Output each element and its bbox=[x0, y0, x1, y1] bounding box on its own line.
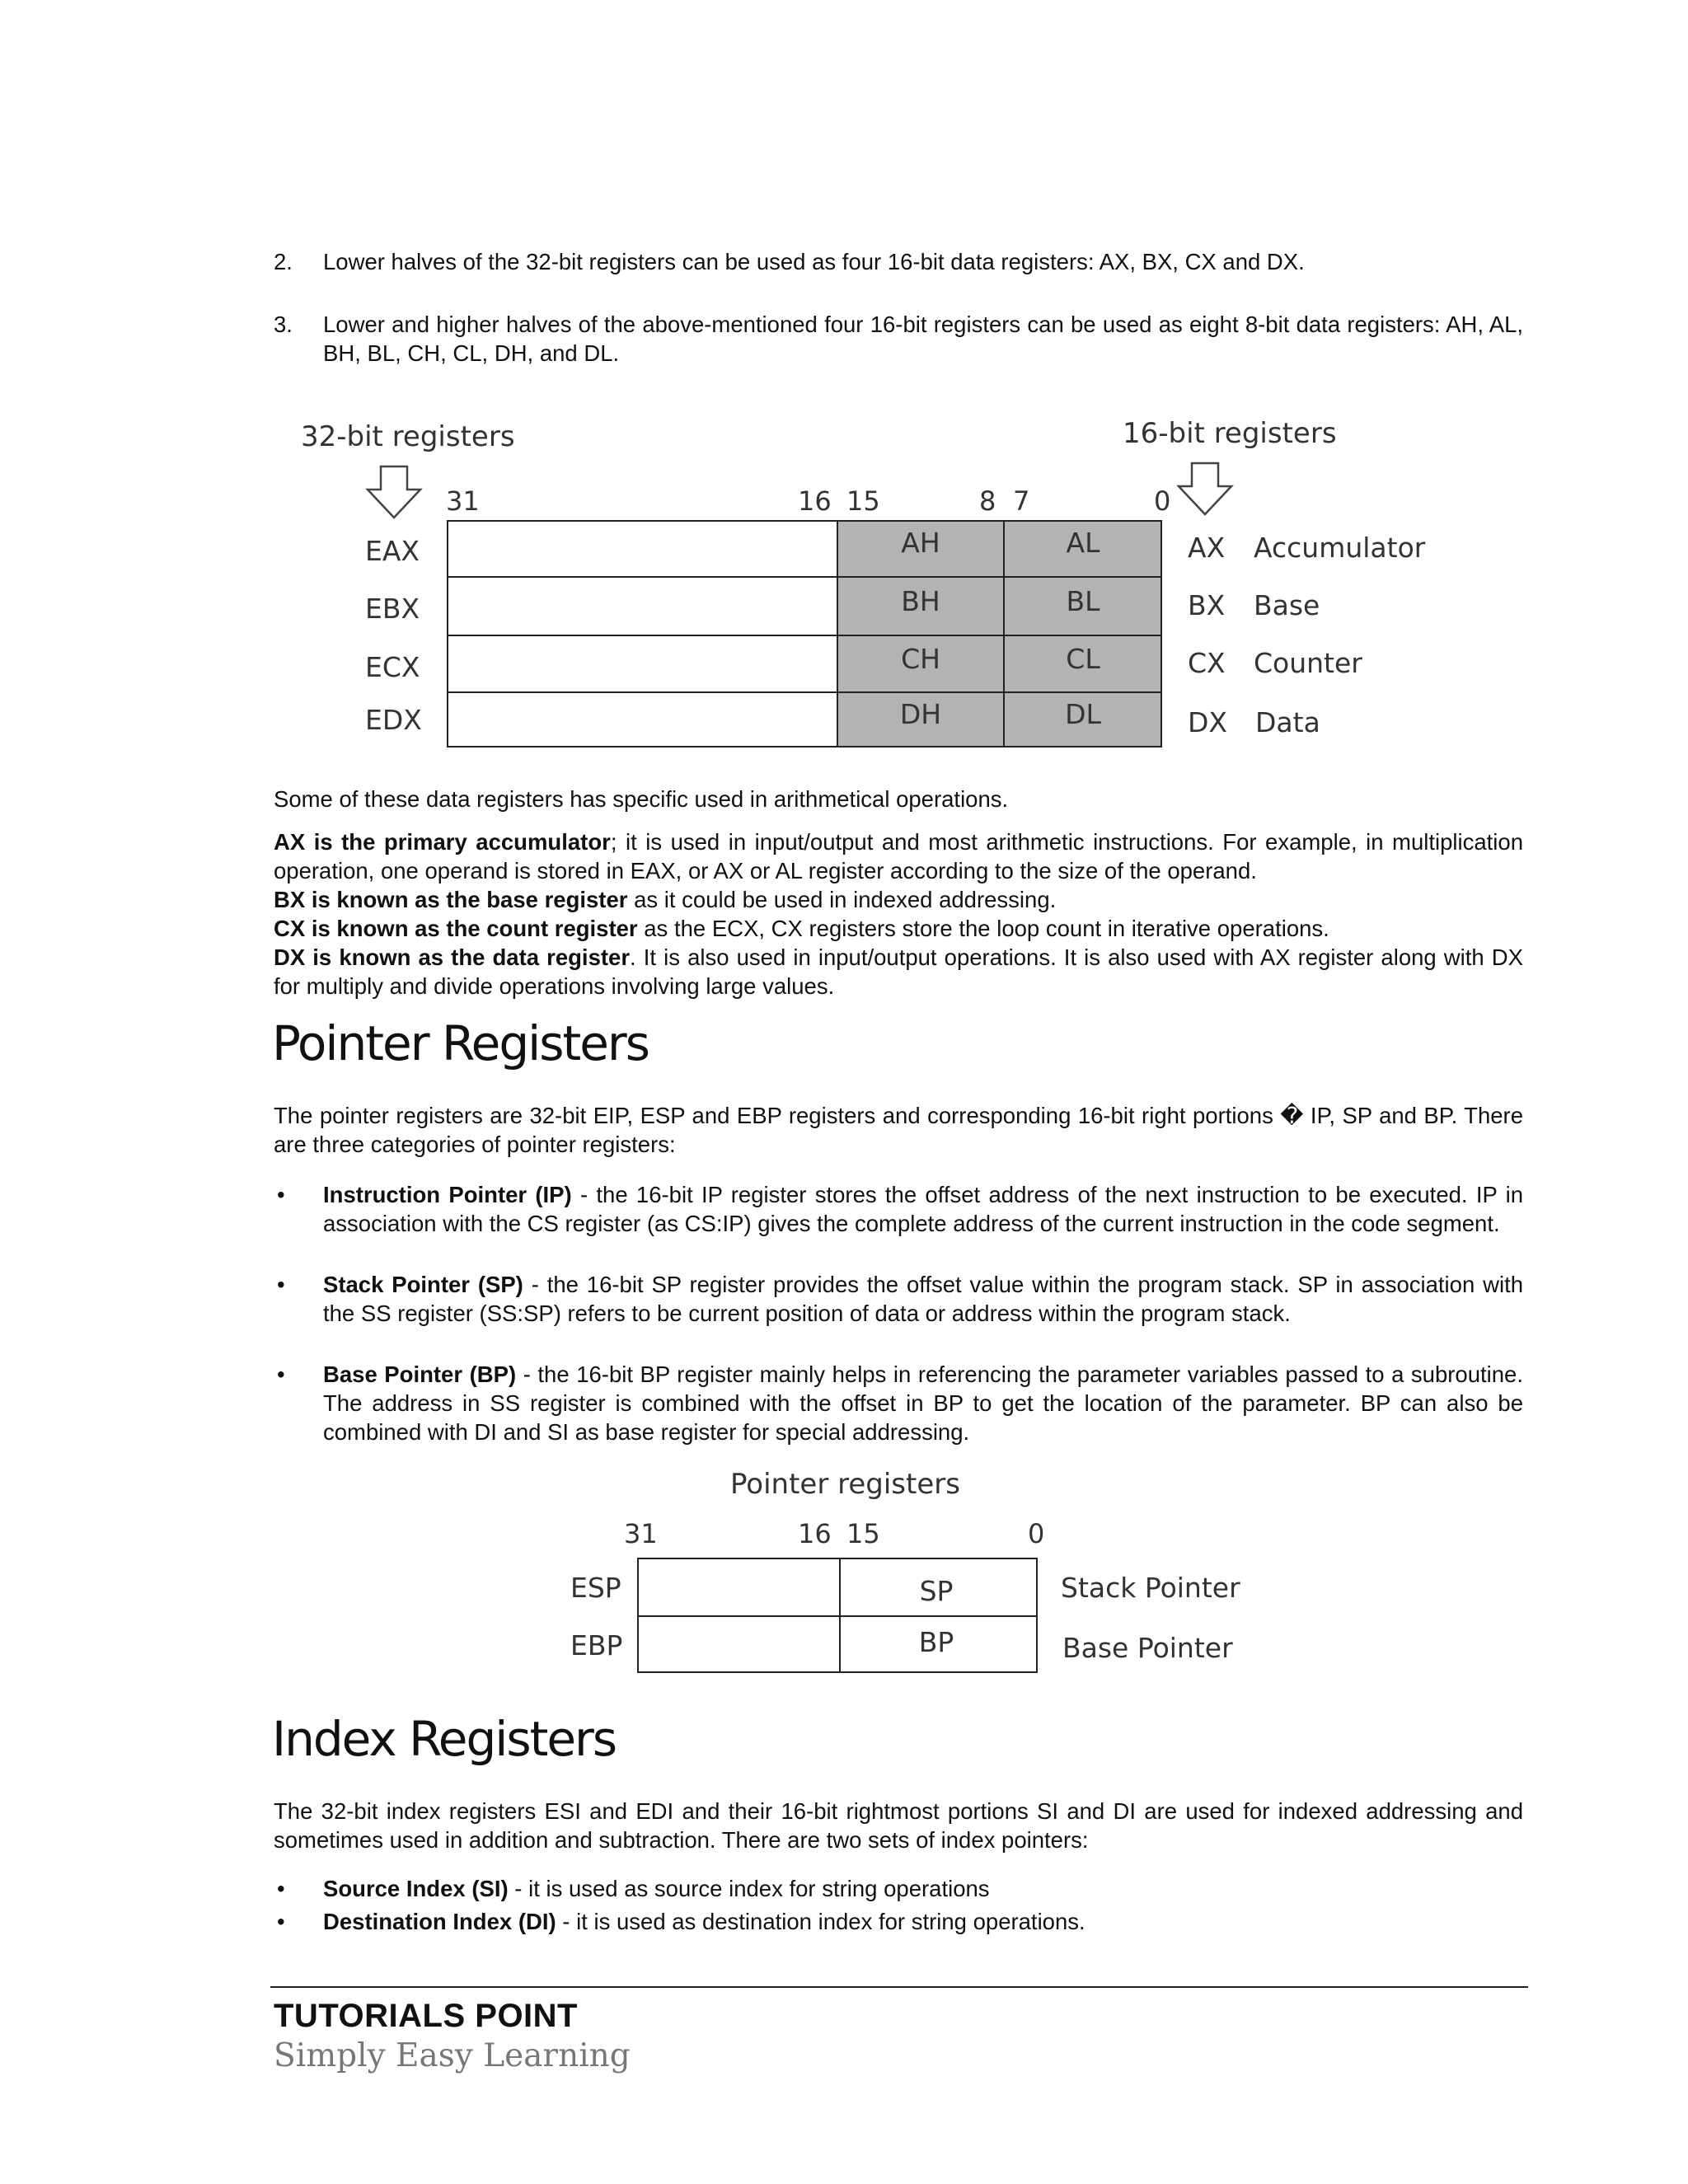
list-item-destination-index bbox=[323, 1907, 1523, 1936]
index-registers-intro: The 32-bit index registers ESI and EDI and their 16-bit rightmost portions SI and DI are used for indexed addressing and sometimes used in addition and subtraction. There are two sets of index pointers: bbox=[274, 1798, 1523, 1853]
register-32-label: EBX bbox=[365, 593, 420, 625]
pointer-row bbox=[570, 1572, 1240, 1607]
register-name: Base bbox=[1254, 589, 1320, 621]
label-32-bit-registers: 32-bit registers bbox=[301, 420, 515, 453]
section-heading-index-registers: Index Registers bbox=[272, 1711, 617, 1767]
cx-term: CX is known as the count register bbox=[274, 916, 638, 941]
list-number-3: 3. bbox=[274, 312, 293, 337]
ax-term: AX is the primary accumulator bbox=[274, 829, 611, 855]
list-item-source-index bbox=[323, 1874, 1523, 1903]
term: Stack Pointer (SP) bbox=[323, 1272, 523, 1297]
footer-brand: TUTORIALS POINT bbox=[274, 1998, 578, 2034]
dx-desc: . It is also used in input/output operations. It is also used with AX register along with DX for multiply and divide operations involving large values. bbox=[274, 944, 1524, 999]
pointer-row bbox=[570, 1626, 1233, 1664]
bullet-icon: • bbox=[277, 1182, 285, 1207]
desc: - the 16-bit SP register provides the offset value within the program stack. SP in association with the SS register (SS:SP) refers to be current position of data or address within the program stack. bbox=[323, 1272, 1523, 1326]
bit-16: 16 bbox=[798, 1518, 832, 1549]
register-16-label: CX bbox=[1188, 647, 1226, 679]
desc: - it is used as source index for string operations bbox=[508, 1876, 990, 1901]
bit-8: 8 bbox=[979, 485, 996, 517]
register-name: Counter bbox=[1254, 647, 1362, 679]
register-32-label: ECX bbox=[365, 651, 420, 683]
register-high-byte: BH bbox=[901, 585, 940, 617]
register-32-label: EBP bbox=[570, 1629, 623, 1661]
bullet-icon: • bbox=[277, 1909, 285, 1934]
footer-tagline: Simply Easy Learning bbox=[274, 2037, 631, 2074]
register-16-label: SP bbox=[919, 1575, 954, 1607]
register-name: Accumulator bbox=[1254, 532, 1426, 564]
register-high-byte: DH bbox=[899, 698, 942, 730]
list-item-3: Lower and higher halves of the above-mentioned four 16-bit registers can be used as eight 8-bit data registers: AH, AL, BH, BL, CH, CL, DH, and DL. bbox=[323, 312, 1523, 366]
register-16-label: BX bbox=[1188, 589, 1226, 621]
bullet-icon: • bbox=[277, 1361, 285, 1387]
section-heading-pointer-registers: Pointer Registers bbox=[272, 1015, 649, 1071]
bit-16: 16 bbox=[798, 485, 832, 517]
term: Instruction Pointer (IP) bbox=[323, 1182, 572, 1207]
term: Destination Index (DI) bbox=[323, 1909, 556, 1934]
bullet-icon: • bbox=[277, 1272, 285, 1297]
term: Base Pointer (BP) bbox=[323, 1361, 517, 1387]
register-low-byte: AL bbox=[1066, 527, 1100, 559]
bullet-icon: • bbox=[277, 1876, 285, 1901]
register-low-byte: CL bbox=[1066, 643, 1100, 675]
register-low-byte: DL bbox=[1065, 698, 1101, 730]
bit-7: 7 bbox=[1013, 485, 1030, 517]
bit-31: 31 bbox=[624, 1518, 658, 1549]
bit-0: 0 bbox=[1028, 1518, 1045, 1549]
register-high-byte: CH bbox=[901, 643, 940, 675]
register-16-label: BP bbox=[918, 1626, 954, 1658]
register-16-label: AX bbox=[1188, 532, 1226, 564]
pointer-figure-title: Pointer registers bbox=[730, 1468, 960, 1501]
register-32-label: EAX bbox=[365, 535, 420, 567]
term: Source Index (SI) bbox=[323, 1876, 509, 1901]
desc: - the 16-bit BP register mainly helps in referencing the parameter variables passed to a subroutine. The address in SS register is combined with the offset in BP to get the location of the parameter. BP can also be combined with DI and SI as base register for special addressing. bbox=[323, 1361, 1523, 1445]
register-16-label: DX bbox=[1188, 706, 1228, 738]
register-low-byte: BL bbox=[1066, 585, 1100, 617]
label-16-bit-registers: 16-bit registers bbox=[1123, 417, 1337, 450]
footer-divider bbox=[270, 1986, 1528, 1988]
list-number-2: 2. bbox=[274, 249, 293, 274]
bx-term: BX is known as the base register bbox=[274, 887, 628, 912]
dx-term: DX is known as the data register bbox=[274, 944, 631, 970]
desc: - the 16-bit IP register stores the offset address of the next instruction to be executed. IP in association with the CS register (as CS:IP) gives the complete address of the current instruction in the code segment. bbox=[323, 1182, 1524, 1236]
register-name: Base Pointer bbox=[1062, 1632, 1233, 1664]
desc: - it is used as destination index for string operations. bbox=[556, 1909, 1085, 1934]
bit-31: 31 bbox=[446, 485, 480, 517]
register-name: Data bbox=[1255, 706, 1320, 738]
register-32-label: ESP bbox=[570, 1572, 621, 1604]
bit-15: 15 bbox=[846, 1518, 880, 1549]
pointer-table bbox=[638, 1558, 1037, 1672]
register-high-byte: AH bbox=[901, 527, 940, 559]
list-item-2: Lower halves of the 32-bit registers can be used as four 16-bit data registers: AX, BX, CX and DX. bbox=[323, 249, 1305, 274]
bit-15: 15 bbox=[846, 485, 880, 517]
register-32-label: EDX bbox=[365, 704, 422, 736]
bx-desc: as it could be used in indexed addressing. bbox=[627, 887, 1057, 912]
pointer-registers-intro: The pointer registers are 32-bit EIP, ESP and EBP registers and corresponding 16-bit right portions � IP, SP and BP. There are three categories of pointer registers: bbox=[274, 1103, 1523, 1157]
register-name: Stack Pointer bbox=[1061, 1572, 1240, 1604]
data-registers-intro: Some of these data registers has specific used in arithmetical operations. bbox=[274, 786, 1009, 812]
bit-0: 0 bbox=[1154, 485, 1171, 517]
cx-desc: as the ECX, CX registers store the loop count in iterative operations. bbox=[637, 916, 1329, 941]
ax-desc: ; it is used in input/output and most arithmetic instructions. For example, in multiplication operation, one operand is stored in EAX, or AX or AL register according to the size of the operand. bbox=[274, 829, 1524, 883]
